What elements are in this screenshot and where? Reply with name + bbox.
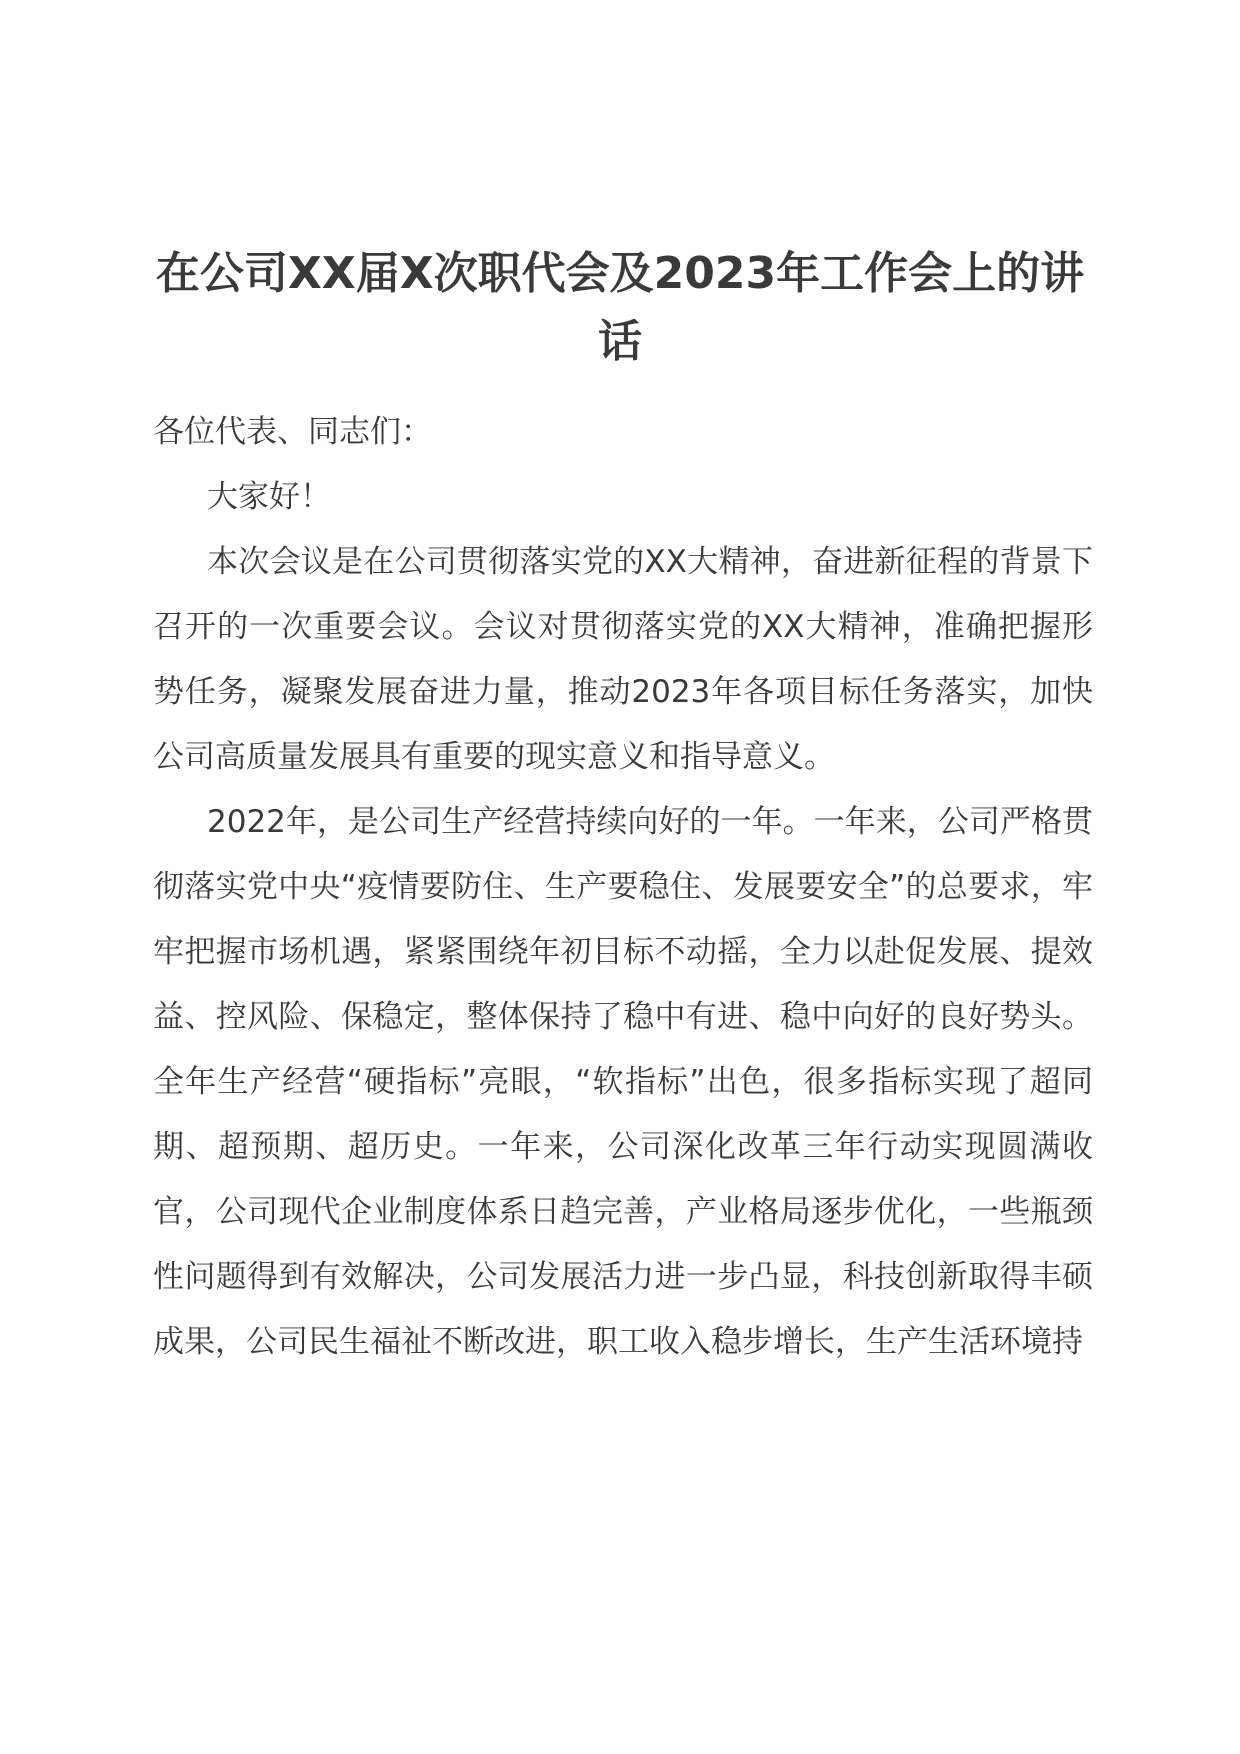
- document-body: [153, 400, 1093, 1375]
- salutation: 各位代表、同志们：: [153, 414, 432, 450]
- paragraph-greeting: 大家好！: [207, 479, 331, 515]
- document-title: 在公司XX届X次职代会及2023年工作会上的讲话: [155, 248, 1085, 367]
- paragraph-2022-review: 2022年，是公司生产经营持续向好的一年。一年来，公司严格贯彻落实党中央“疫情要防住、生产要稳住、发展要安全”的总要求，牢牢把握市场机遇，紧紧围绕年初目标不动摇，全力以赴促发展、提效益、控风险、保稳定，整体保持了稳中有进、稳中向好的良好势头。全年生产经营“硬指标”亮眼，“软指标”出色，很多指标实现了超同期、超预期、超历史。一年来，公司深化改革三年行动实现圆满收官，公司现代企业制度体系日趋完善，产业格局逐步优化，一些瓶颈性问题得到有效解决，公司发展活力进一步凸显，科技创新取得丰硕成果，公司民生福祉不断改进，职工收入稳步增长，生产生活环境持: [153, 804, 1093, 1360]
- paragraph-meeting-significance: 本次会议是在公司贯彻落实党的XX大精神，奋进新征程的背景下召开的一次重要会议。会议对贯彻落实党的XX大精神，准确把握形势任务，凝聚发展奋进力量，推动2023年各项目标任务落实，加快公司高质量发展具有重要的现实意义和指导意义。: [153, 544, 1093, 775]
